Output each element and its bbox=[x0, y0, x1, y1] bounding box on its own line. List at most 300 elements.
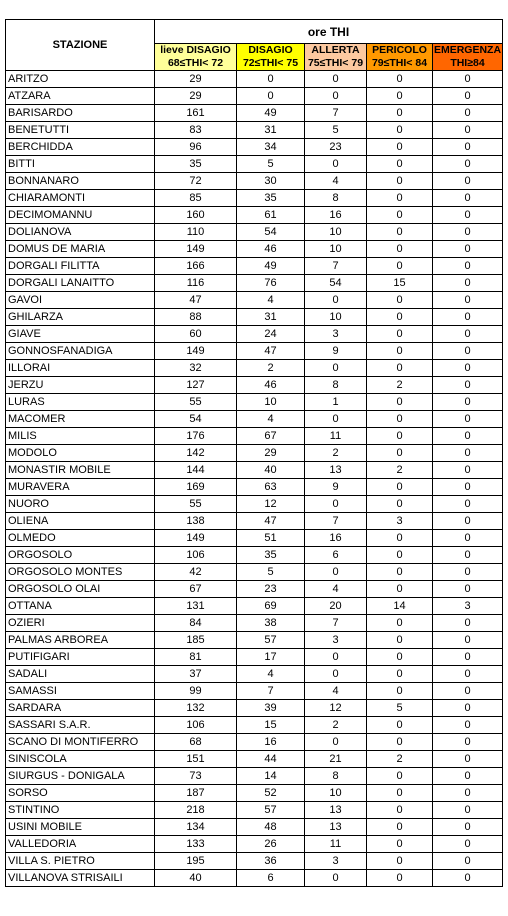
station-name-cell: VALLEDORIA bbox=[6, 836, 155, 853]
station-column-header: STAZIONE bbox=[6, 20, 155, 71]
station-name-cell: ARITZO bbox=[6, 71, 155, 88]
hours-value-cell: 32 bbox=[155, 360, 237, 377]
station-name-cell: GHILARZA bbox=[6, 309, 155, 326]
hours-value-cell: 52 bbox=[237, 785, 305, 802]
table-row bbox=[6, 513, 503, 530]
hours-value-cell: 0 bbox=[433, 564, 503, 581]
hours-value-cell: 37 bbox=[155, 666, 237, 683]
hours-value-cell: 0 bbox=[433, 105, 503, 122]
hours-value-cell: 0 bbox=[433, 853, 503, 870]
table-row bbox=[6, 581, 503, 598]
hours-value-cell: 0 bbox=[367, 785, 433, 802]
hours-value-cell: 85 bbox=[155, 190, 237, 207]
hours-value-cell: 0 bbox=[367, 666, 433, 683]
hours-value-cell: 35 bbox=[237, 547, 305, 564]
hours-value-cell: 0 bbox=[433, 836, 503, 853]
category-range: 72≤THI< 75 bbox=[242, 57, 299, 69]
hours-value-cell: 110 bbox=[155, 224, 237, 241]
hours-value-cell: 0 bbox=[367, 156, 433, 173]
station-name-cell: MODOLO bbox=[6, 445, 155, 462]
station-name-cell: OLIENA bbox=[6, 513, 155, 530]
hours-value-cell: 127 bbox=[155, 377, 237, 394]
hours-value-cell: 0 bbox=[433, 394, 503, 411]
hours-value-cell: 0 bbox=[367, 615, 433, 632]
station-name-cell: ORGOSOLO bbox=[6, 547, 155, 564]
hours-value-cell: 3 bbox=[367, 513, 433, 530]
table-row bbox=[6, 649, 503, 666]
table-row bbox=[6, 598, 503, 615]
hours-value-cell: 0 bbox=[433, 462, 503, 479]
hours-value-cell: 83 bbox=[155, 122, 237, 139]
hours-value-cell: 0 bbox=[433, 819, 503, 836]
hours-value-cell: 169 bbox=[155, 479, 237, 496]
hours-value-cell: 0 bbox=[433, 581, 503, 598]
hours-value-cell: 67 bbox=[237, 428, 305, 445]
table-row bbox=[6, 105, 503, 122]
hours-value-cell: 11 bbox=[305, 428, 367, 445]
hours-value-cell: 5 bbox=[305, 122, 367, 139]
hours-value-cell: 0 bbox=[433, 700, 503, 717]
hours-value-cell: 6 bbox=[237, 870, 305, 887]
hours-value-cell: 31 bbox=[237, 309, 305, 326]
table-row bbox=[6, 734, 503, 751]
hours-value-cell: 24 bbox=[237, 326, 305, 343]
table-row bbox=[6, 360, 503, 377]
table-row bbox=[6, 819, 503, 836]
hours-value-cell: 0 bbox=[367, 105, 433, 122]
hours-value-cell: 81 bbox=[155, 649, 237, 666]
hours-value-cell: 0 bbox=[367, 734, 433, 751]
hours-value-cell: 0 bbox=[433, 411, 503, 428]
hours-value-cell: 10 bbox=[305, 241, 367, 258]
station-name-cell: SCANO DI MONTIFERRO bbox=[6, 734, 155, 751]
hours-value-cell: 3 bbox=[305, 853, 367, 870]
table-row bbox=[6, 343, 503, 360]
hours-value-cell: 29 bbox=[237, 445, 305, 462]
hours-value-cell: 131 bbox=[155, 598, 237, 615]
hours-value-cell: 0 bbox=[367, 326, 433, 343]
hours-value-cell: 10 bbox=[305, 309, 367, 326]
hours-value-cell: 47 bbox=[237, 513, 305, 530]
station-name-cell: CHIARAMONTI bbox=[6, 190, 155, 207]
hours-value-cell: 218 bbox=[155, 802, 237, 819]
table-row bbox=[6, 768, 503, 785]
table-row bbox=[6, 292, 503, 309]
hours-value-cell: 16 bbox=[305, 207, 367, 224]
hours-value-cell: 106 bbox=[155, 717, 237, 734]
hours-value-cell: 0 bbox=[367, 632, 433, 649]
hours-value-cell: 2 bbox=[305, 717, 367, 734]
hours-value-cell: 21 bbox=[305, 751, 367, 768]
station-name-cell: ORGOSOLO MONTES bbox=[6, 564, 155, 581]
hours-value-cell: 0 bbox=[367, 343, 433, 360]
table-row bbox=[6, 394, 503, 411]
hours-value-cell: 0 bbox=[305, 360, 367, 377]
hours-value-cell: 0 bbox=[433, 547, 503, 564]
category-range: 79≤THI< 84 bbox=[371, 57, 428, 69]
hours-value-cell: 55 bbox=[155, 394, 237, 411]
hours-value-cell: 0 bbox=[367, 496, 433, 513]
hours-value-cell: 39 bbox=[237, 700, 305, 717]
table-row bbox=[6, 190, 503, 207]
station-name-cell: DORGALI FILITTA bbox=[6, 258, 155, 275]
hours-value-cell: 0 bbox=[433, 377, 503, 394]
hours-value-cell: 11 bbox=[305, 836, 367, 853]
hours-value-cell: 0 bbox=[367, 547, 433, 564]
hours-value-cell: 0 bbox=[305, 71, 367, 88]
hours-value-cell: 0 bbox=[367, 870, 433, 887]
table-row bbox=[6, 564, 503, 581]
category-header-emergenza bbox=[433, 44, 503, 71]
station-name-cell: GONNOSFANADIGA bbox=[6, 343, 155, 360]
hours-value-cell: 0 bbox=[433, 530, 503, 547]
hours-value-cell: 176 bbox=[155, 428, 237, 445]
hours-value-cell: 8 bbox=[305, 190, 367, 207]
hours-value-cell: 63 bbox=[237, 479, 305, 496]
ore-thi-group-header: ore THI bbox=[155, 20, 503, 44]
hours-value-cell: 40 bbox=[155, 870, 237, 887]
hours-value-cell: 0 bbox=[305, 734, 367, 751]
hours-value-cell: 49 bbox=[237, 105, 305, 122]
hours-value-cell: 3 bbox=[433, 598, 503, 615]
hours-value-cell: 2 bbox=[237, 360, 305, 377]
category-name: EMERGENZA bbox=[433, 44, 502, 56]
hours-value-cell: 0 bbox=[367, 853, 433, 870]
hours-value-cell: 26 bbox=[237, 836, 305, 853]
station-name-cell: SINISCOLA bbox=[6, 751, 155, 768]
table-row bbox=[6, 326, 503, 343]
hours-value-cell: 0 bbox=[433, 88, 503, 105]
table-row bbox=[6, 496, 503, 513]
hours-value-cell: 149 bbox=[155, 530, 237, 547]
hours-value-cell: 2 bbox=[367, 462, 433, 479]
station-name-cell: SAMASSI bbox=[6, 683, 155, 700]
hours-value-cell: 0 bbox=[367, 292, 433, 309]
hours-value-cell: 13 bbox=[305, 819, 367, 836]
hours-value-cell: 0 bbox=[433, 224, 503, 241]
hours-value-cell: 0 bbox=[433, 632, 503, 649]
hours-value-cell: 0 bbox=[305, 649, 367, 666]
hours-value-cell: 132 bbox=[155, 700, 237, 717]
hours-value-cell: 76 bbox=[237, 275, 305, 292]
hours-value-cell: 49 bbox=[237, 258, 305, 275]
hours-value-cell: 0 bbox=[367, 649, 433, 666]
hours-value-cell: 133 bbox=[155, 836, 237, 853]
station-name-cell: MONASTIR MOBILE bbox=[6, 462, 155, 479]
hours-value-cell: 0 bbox=[433, 496, 503, 513]
hours-value-cell: 7 bbox=[237, 683, 305, 700]
table-row bbox=[6, 156, 503, 173]
hours-value-cell: 0 bbox=[367, 445, 433, 462]
table-row bbox=[6, 428, 503, 445]
hours-value-cell: 0 bbox=[367, 836, 433, 853]
hours-value-cell: 10 bbox=[305, 785, 367, 802]
hours-value-cell: 149 bbox=[155, 343, 237, 360]
hours-value-cell: 142 bbox=[155, 445, 237, 462]
category-range: THI≥84 bbox=[450, 57, 485, 69]
hours-value-cell: 149 bbox=[155, 241, 237, 258]
table-row bbox=[6, 700, 503, 717]
category-header-pericolo bbox=[367, 44, 433, 71]
hours-value-cell: 138 bbox=[155, 513, 237, 530]
hours-value-cell: 31 bbox=[237, 122, 305, 139]
hours-value-cell: 14 bbox=[237, 768, 305, 785]
table-row bbox=[6, 462, 503, 479]
category-name: ALLERTA bbox=[311, 44, 360, 56]
hours-value-cell: 0 bbox=[433, 173, 503, 190]
hours-value-cell: 134 bbox=[155, 819, 237, 836]
hours-value-cell: 0 bbox=[433, 139, 503, 156]
hours-value-cell: 7 bbox=[305, 105, 367, 122]
hours-value-cell: 13 bbox=[305, 462, 367, 479]
hours-value-cell: 0 bbox=[433, 479, 503, 496]
table-row bbox=[6, 411, 503, 428]
hours-value-cell: 0 bbox=[433, 802, 503, 819]
table-row bbox=[6, 615, 503, 632]
table-row bbox=[6, 258, 503, 275]
hours-value-cell: 0 bbox=[367, 564, 433, 581]
hours-value-cell: 116 bbox=[155, 275, 237, 292]
hours-value-cell: 29 bbox=[155, 88, 237, 105]
table-row bbox=[6, 207, 503, 224]
table-row bbox=[6, 122, 503, 139]
hours-value-cell: 54 bbox=[305, 275, 367, 292]
hours-value-cell: 4 bbox=[237, 666, 305, 683]
station-name-cell: VILLANOVA STRISAILI bbox=[6, 870, 155, 887]
station-name-cell: ATZARA bbox=[6, 88, 155, 105]
station-name-cell: PUTIFIGARI bbox=[6, 649, 155, 666]
hours-value-cell: 12 bbox=[237, 496, 305, 513]
table-row bbox=[6, 241, 503, 258]
hours-value-cell: 4 bbox=[305, 173, 367, 190]
hours-value-cell: 84 bbox=[155, 615, 237, 632]
table-row bbox=[6, 717, 503, 734]
hours-value-cell: 16 bbox=[237, 734, 305, 751]
table-row bbox=[6, 309, 503, 326]
hours-value-cell: 0 bbox=[433, 309, 503, 326]
hours-value-cell: 0 bbox=[367, 241, 433, 258]
station-name-cell: DOLIANOVA bbox=[6, 224, 155, 241]
station-name-cell: SADALI bbox=[6, 666, 155, 683]
station-name-cell: MURAVERA bbox=[6, 479, 155, 496]
hours-value-cell: 10 bbox=[305, 224, 367, 241]
station-name-cell: GIAVE bbox=[6, 326, 155, 343]
station-name-cell: MILIS bbox=[6, 428, 155, 445]
station-name-cell: STINTINO bbox=[6, 802, 155, 819]
thi-hours-table bbox=[5, 19, 503, 887]
hours-value-cell: 3 bbox=[305, 326, 367, 343]
hours-value-cell: 5 bbox=[237, 564, 305, 581]
hours-value-cell: 0 bbox=[367, 411, 433, 428]
table-row bbox=[6, 173, 503, 190]
hours-value-cell: 35 bbox=[237, 190, 305, 207]
hours-value-cell: 0 bbox=[433, 275, 503, 292]
hours-value-cell: 0 bbox=[305, 292, 367, 309]
thi-table-container bbox=[5, 19, 503, 887]
hours-value-cell: 36 bbox=[237, 853, 305, 870]
hours-value-cell: 14 bbox=[367, 598, 433, 615]
hours-value-cell: 0 bbox=[433, 156, 503, 173]
station-name-cell: BITTI bbox=[6, 156, 155, 173]
hours-value-cell: 10 bbox=[237, 394, 305, 411]
hours-value-cell: 34 bbox=[237, 139, 305, 156]
category-range: 68≤THI< 72 bbox=[167, 57, 224, 69]
hours-value-cell: 0 bbox=[367, 530, 433, 547]
hours-value-cell: 0 bbox=[433, 326, 503, 343]
hours-value-cell: 0 bbox=[433, 190, 503, 207]
hours-value-cell: 0 bbox=[367, 717, 433, 734]
hours-value-cell: 0 bbox=[367, 428, 433, 445]
hours-value-cell: 0 bbox=[367, 479, 433, 496]
station-name-cell: ORGOSOLO OLAI bbox=[6, 581, 155, 598]
hours-value-cell: 68 bbox=[155, 734, 237, 751]
hours-value-cell: 99 bbox=[155, 683, 237, 700]
hours-value-cell: 29 bbox=[155, 71, 237, 88]
hours-value-cell: 57 bbox=[237, 802, 305, 819]
hours-value-cell: 7 bbox=[305, 615, 367, 632]
table-row bbox=[6, 802, 503, 819]
hours-value-cell: 185 bbox=[155, 632, 237, 649]
table-row bbox=[6, 785, 503, 802]
category-name: lieve DISAGIO bbox=[160, 44, 231, 56]
hours-value-cell: 0 bbox=[367, 683, 433, 700]
hours-value-cell: 13 bbox=[305, 802, 367, 819]
table-row bbox=[6, 139, 503, 156]
hours-value-cell: 160 bbox=[155, 207, 237, 224]
hours-value-cell: 30 bbox=[237, 173, 305, 190]
hours-value-cell: 0 bbox=[433, 71, 503, 88]
hours-value-cell: 0 bbox=[433, 751, 503, 768]
table-row bbox=[6, 377, 503, 394]
hours-value-cell: 3 bbox=[305, 632, 367, 649]
hours-value-cell: 0 bbox=[367, 360, 433, 377]
table-row bbox=[6, 224, 503, 241]
hours-value-cell: 6 bbox=[305, 547, 367, 564]
station-name-cell: OLMEDO bbox=[6, 530, 155, 547]
hours-value-cell: 0 bbox=[433, 717, 503, 734]
table-row bbox=[6, 683, 503, 700]
hours-value-cell: 61 bbox=[237, 207, 305, 224]
table-row bbox=[6, 870, 503, 887]
hours-value-cell: 67 bbox=[155, 581, 237, 598]
hours-value-cell: 161 bbox=[155, 105, 237, 122]
station-name-cell: SORSO bbox=[6, 785, 155, 802]
hours-value-cell: 20 bbox=[305, 598, 367, 615]
station-name-cell: DOMUS DE MARIA bbox=[6, 241, 155, 258]
hours-value-cell: 0 bbox=[367, 258, 433, 275]
hours-value-cell: 0 bbox=[433, 445, 503, 462]
hours-value-cell: 9 bbox=[305, 343, 367, 360]
hours-value-cell: 42 bbox=[155, 564, 237, 581]
hours-value-cell: 35 bbox=[155, 156, 237, 173]
hours-value-cell: 4 bbox=[305, 581, 367, 598]
station-name-cell: SARDARA bbox=[6, 700, 155, 717]
hours-value-cell: 0 bbox=[367, 139, 433, 156]
category-name: PERICOLO bbox=[372, 44, 427, 56]
hours-value-cell: 46 bbox=[237, 377, 305, 394]
hours-value-cell: 0 bbox=[433, 666, 503, 683]
hours-value-cell: 7 bbox=[305, 258, 367, 275]
station-name-cell: NUORO bbox=[6, 496, 155, 513]
table-row bbox=[6, 853, 503, 870]
hours-value-cell: 166 bbox=[155, 258, 237, 275]
station-name-cell: BONNANARO bbox=[6, 173, 155, 190]
station-name-cell: MACOMER bbox=[6, 411, 155, 428]
hours-value-cell: 44 bbox=[237, 751, 305, 768]
station-name-cell: BARISARDO bbox=[6, 105, 155, 122]
hours-value-cell: 0 bbox=[367, 802, 433, 819]
hours-value-cell: 7 bbox=[305, 513, 367, 530]
table-row bbox=[6, 547, 503, 564]
hours-value-cell: 0 bbox=[305, 496, 367, 513]
hours-value-cell: 54 bbox=[237, 224, 305, 241]
table-body bbox=[6, 71, 503, 887]
hours-value-cell: 5 bbox=[237, 156, 305, 173]
hours-value-cell: 4 bbox=[305, 683, 367, 700]
hours-value-cell: 2 bbox=[367, 751, 433, 768]
table-row bbox=[6, 275, 503, 292]
hours-value-cell: 0 bbox=[433, 258, 503, 275]
hours-value-cell: 23 bbox=[237, 581, 305, 598]
hours-value-cell: 0 bbox=[367, 88, 433, 105]
table-row bbox=[6, 88, 503, 105]
hours-value-cell: 12 bbox=[305, 700, 367, 717]
hours-value-cell: 0 bbox=[367, 394, 433, 411]
hours-value-cell: 0 bbox=[433, 122, 503, 139]
hours-value-cell: 0 bbox=[237, 88, 305, 105]
hours-value-cell: 2 bbox=[367, 377, 433, 394]
hours-value-cell: 0 bbox=[433, 615, 503, 632]
hours-value-cell: 57 bbox=[237, 632, 305, 649]
station-name-cell: PALMAS ARBOREA bbox=[6, 632, 155, 649]
station-name-cell: DORGALI LANAITTO bbox=[6, 275, 155, 292]
hours-value-cell: 0 bbox=[433, 360, 503, 377]
hours-value-cell: 16 bbox=[305, 530, 367, 547]
station-name-cell: BERCHIDDA bbox=[6, 139, 155, 156]
hours-value-cell: 0 bbox=[367, 309, 433, 326]
hours-value-cell: 0 bbox=[305, 666, 367, 683]
hours-value-cell: 0 bbox=[433, 343, 503, 360]
hours-value-cell: 0 bbox=[433, 785, 503, 802]
hours-value-cell: 0 bbox=[433, 513, 503, 530]
table-row bbox=[6, 71, 503, 88]
hours-value-cell: 47 bbox=[155, 292, 237, 309]
hours-value-cell: 4 bbox=[237, 292, 305, 309]
hours-value-cell: 15 bbox=[367, 275, 433, 292]
hours-value-cell: 8 bbox=[305, 768, 367, 785]
hours-value-cell: 0 bbox=[433, 683, 503, 700]
station-name-cell: USINI MOBILE bbox=[6, 819, 155, 836]
table-row bbox=[6, 530, 503, 547]
station-name-cell: OZIERI bbox=[6, 615, 155, 632]
hours-value-cell: 0 bbox=[433, 734, 503, 751]
hours-value-cell: 72 bbox=[155, 173, 237, 190]
hours-value-cell: 151 bbox=[155, 751, 237, 768]
table-row bbox=[6, 666, 503, 683]
station-name-cell: SIURGUS - DONIGALA bbox=[6, 768, 155, 785]
hours-value-cell: 0 bbox=[433, 768, 503, 785]
hours-value-cell: 46 bbox=[237, 241, 305, 258]
hours-value-cell: 9 bbox=[305, 479, 367, 496]
station-name-cell: BENETUTTI bbox=[6, 122, 155, 139]
station-name-cell: GAVOI bbox=[6, 292, 155, 309]
category-header-disagio bbox=[237, 44, 305, 71]
hours-value-cell: 0 bbox=[367, 819, 433, 836]
hours-value-cell: 195 bbox=[155, 853, 237, 870]
hours-value-cell: 106 bbox=[155, 547, 237, 564]
hours-value-cell: 51 bbox=[237, 530, 305, 547]
hours-value-cell: 0 bbox=[367, 71, 433, 88]
